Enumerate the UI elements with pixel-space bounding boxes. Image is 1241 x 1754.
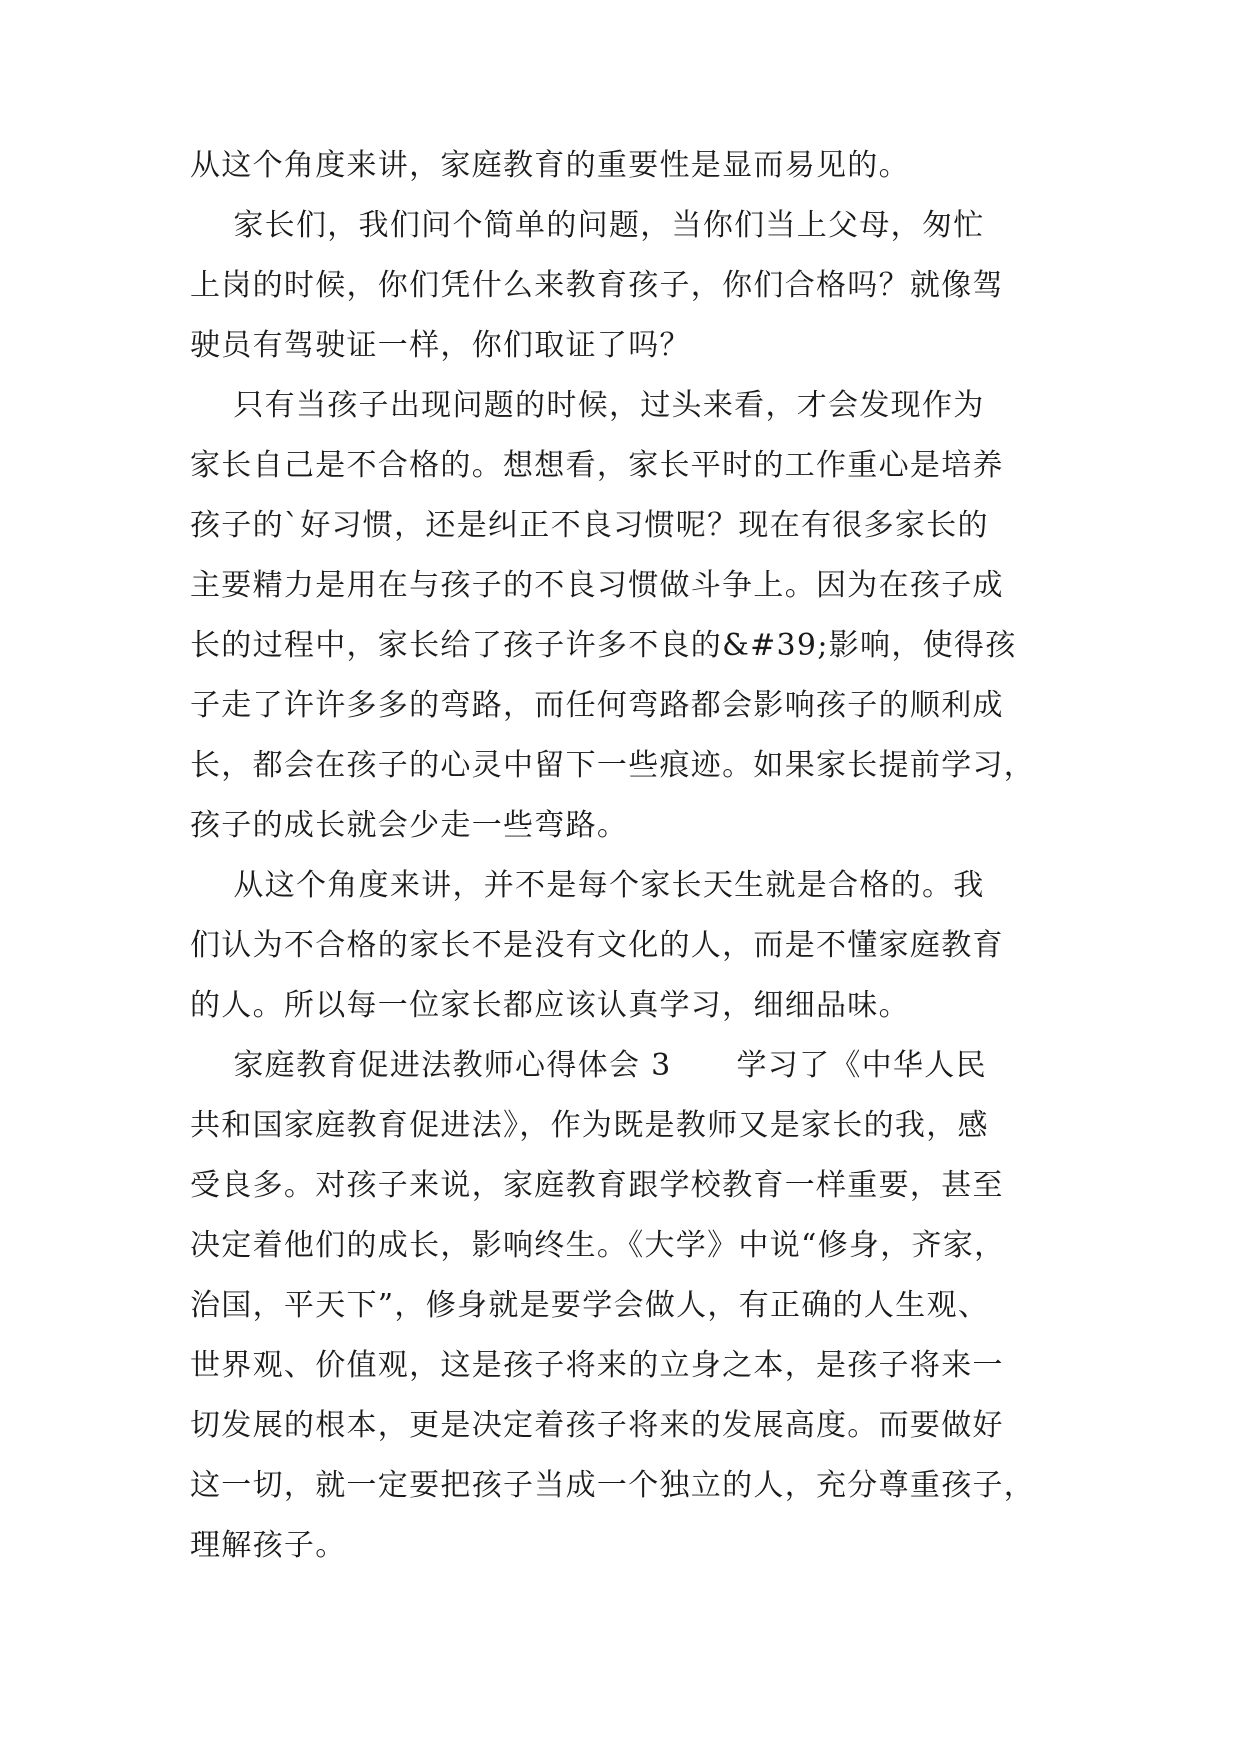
text-line: 驶员有驾驶证一样，你们取证了吗？ (190, 328, 691, 363)
text-line: 上岗的时候，你们凭什么来教育孩子，你们合格吗？就像驾 (190, 268, 1004, 303)
text-line: 理解孩子。 (190, 1528, 347, 1563)
text-line: 子走了许许多多的弯路，而任何弯路都会影响孩子的顺利成 (190, 688, 1004, 723)
text-line: 们认为不合格的家长不是没有文化的人，而是不懂家庭教育 (190, 928, 1004, 963)
text-line: 从这个角度来讲，家庭教育的重要性是显而易见的。 (190, 148, 910, 183)
text-line: 家庭教育促进法教师心得体会 3 学习了《中华人民 (190, 1048, 987, 1083)
text-line: 长，都会在孩子的心灵中留下一些痕迹。如果家长提前学习， (190, 748, 1036, 783)
text-line: 只有当孩子出现问题的时候，过头来看，才会发现作为 (190, 388, 985, 423)
text-line: 主要精力是用在与孩子的不良习惯做斗争上。因为在孩子成 (190, 568, 1004, 603)
text-line: 共和国家庭教育促进法》，作为既是教师又是家长的我，感 (190, 1108, 989, 1143)
text-line: 这一切，就一定要把孩子当成一个独立的人，充分尊重孩子， (190, 1468, 1036, 1503)
text-line: 长的过程中，家长给了孩子许多不良的&#39;影响，使得孩 (190, 628, 1017, 663)
text-line: 受良多。对孩子来说，家庭教育跟学校教育一样重要，甚至 (190, 1168, 1004, 1203)
text-line: 治国，平天下”，修身就是要学会做人，有正确的人生观、 (190, 1288, 990, 1323)
text-line: 家长们，我们问个简单的问题，当你们当上父母，匆忙 (190, 208, 985, 243)
text-line: 的人。所以每一位家长都应该认真学习，细细品味。 (190, 988, 910, 1023)
text-line: 切发展的根本，更是决定着孩子将来的发展高度。而要做好 (190, 1408, 1004, 1443)
text-line: 孩子的成长就会少走一些弯路。 (190, 808, 629, 843)
text-line: 决定着他们的成长，影响终生。《大学》中说“修身，齐家， (190, 1228, 1006, 1263)
text-line: 世界观、价值观，这是孩子将来的立身之本，是孩子将来一 (190, 1348, 1004, 1383)
text-line: 从这个角度来讲，并不是每个家长天生就是合格的。我 (190, 868, 985, 903)
text-line: 孩子的`好习惯，还是纠正不良习惯呢？现在有很多家长的 (190, 508, 989, 543)
text-line: 家长自己是不合格的。想想看，家长平时的工作重心是培养 (190, 448, 1004, 483)
